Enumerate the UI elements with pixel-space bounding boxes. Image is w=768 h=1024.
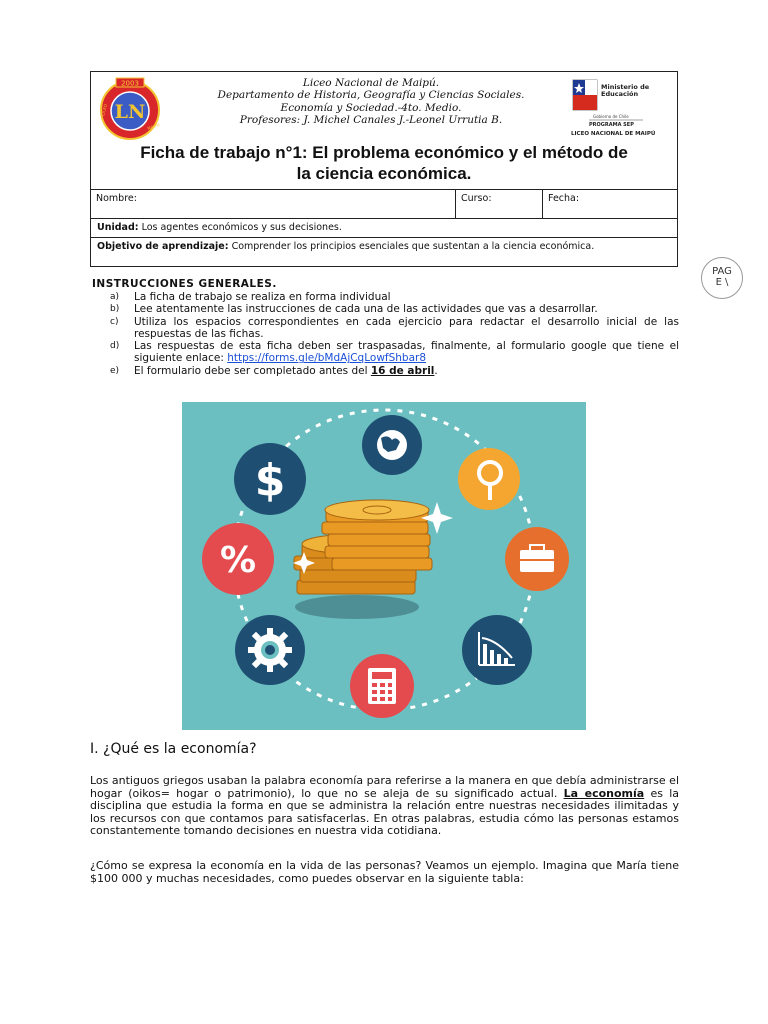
economy-illustration (182, 402, 586, 730)
header-teachers: Profesores: J. Michel Canales J.-Leonel Urrutia B. (239, 114, 503, 127)
svg-text:Educación: Educación (601, 90, 639, 98)
header-row (91, 72, 677, 189)
form-link[interactable]: https://forms.gle/bMdAjCqLowfShbar8 (227, 352, 427, 365)
header-frame (90, 71, 678, 267)
paragraph-ejemplo: ¿Cómo se expresa la economía en la vida de las personas? Veamos un ejemplo. Imagina que María tiene $100 000 y muchas necesidades, como puedes observar en la siguiente tabla: (90, 859, 679, 885)
globe-icon (362, 415, 422, 475)
header-lines (171, 77, 571, 127)
svg-text:%: % (219, 540, 257, 581)
svg-text:LICEO NACIONAL DE MAIPÚ: LICEO NACIONAL DE MAIPÚ (571, 131, 656, 137)
list-item: a) La ficha de trabajo se realiza en forma individual (110, 291, 391, 303)
search-icon (458, 448, 520, 510)
header-course: Economía y Sociedad.-4to. Medio. (280, 101, 462, 114)
svg-text:LICEO: LICEO (100, 103, 109, 117)
paragraph-economia: Los antiguos griegos usaban la palabra economía para referirse a la manera en que debía administrarse el hogar (oikos= hogar o patrimonio), lo que no se aleja de su significado actual. La economía es la disciplina que estudia la forma en que se administra la relación entre nuestras necesidades ilimitadas y los recursos con que contamos para satisfacerlas. En otras palabras, estudia cómo las personas estamos constantemente tomando decisiones en nuestra vida cotidiana. (90, 774, 680, 837)
svg-text:Gobierno de Chile: Gobierno de Chile (593, 114, 629, 119)
page-badge: PAG E \ (701, 257, 743, 299)
svg-text:MAIPU: MAIPU (146, 121, 161, 131)
nombre-field[interactable]: Nombre: (96, 193, 137, 204)
economia-term: La economía (563, 786, 645, 800)
svg-text:Ministerio de: Ministerio de (601, 83, 650, 91)
objetivo-row (91, 237, 677, 268)
instructions-list (110, 291, 679, 377)
unidad-value: Los agentes económicos y sus decisiones. (138, 222, 342, 233)
briefcase-icon (505, 527, 569, 591)
school-logo-icon (98, 76, 162, 140)
unidad-row (91, 218, 677, 237)
gear-icon (235, 615, 305, 685)
header-school: Liceo Nacional de Maipú. (302, 77, 440, 89)
deadline-date: 16 de abril (370, 364, 435, 377)
list-item: d) Las respuestas de esta ficha deben ser traspasadas, finalmente, al formulario google que tiene el siguiente enlace: https://forms.gle/bMdAjCqLowfShbar8 (110, 340, 679, 365)
objetivo-label: Objetivo de aprendizaje: (97, 241, 229, 252)
svg-text:2003: 2003 (121, 79, 139, 88)
list-item: e) El formulario debe ser completado antes del 16 de abril. (110, 364, 438, 377)
curso-field[interactable]: Curso: (455, 190, 542, 218)
dollar-icon (234, 443, 306, 515)
fecha-field[interactable]: Fecha: (542, 190, 679, 218)
list-item: b) Lee atentamente las instrucciones de cada una de las actividades que vas a desarrollar. (110, 303, 598, 316)
ministry-logo-icon (571, 78, 671, 140)
header-department: Departamento de Historia, Geografía y Ciencias Sociales. (217, 89, 525, 102)
unidad-label: Unidad: (97, 222, 139, 233)
svg-text:LN: LN (114, 101, 146, 123)
list-item: c) Utiliza los espacios correspondientes en cada ejercicio para redactar el desarrollo inicial de las respuestas de las fichas. (110, 315, 679, 340)
student-info-row (91, 189, 677, 218)
objetivo-value: Comprender los principios esenciales que sustentan a la ciencia económica. (228, 241, 595, 252)
section-title: I. ¿Qué es la economía? (90, 741, 257, 757)
page-title: Ficha de trabajo n°1: El problema económico y el método de la ciencia económica. (140, 143, 628, 183)
calculator-icon (350, 654, 414, 718)
instructions-title: INSTRUCCIONES GENERALES. (92, 278, 277, 290)
svg-text:$: $ (254, 455, 286, 506)
percent-icon (202, 523, 274, 595)
svg-text:PROGRAMA SEP: PROGRAMA SEP (589, 122, 634, 128)
chart-icon (462, 615, 532, 685)
